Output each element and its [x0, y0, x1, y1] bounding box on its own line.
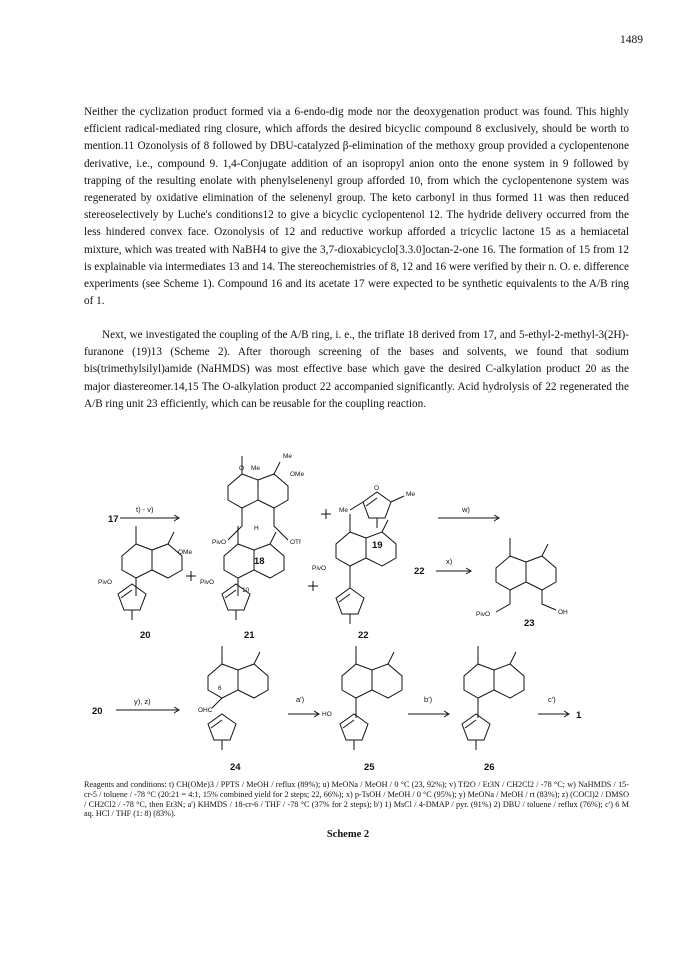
scheme-title: Scheme 2: [326, 829, 370, 840]
arrow-y-z: [116, 707, 179, 713]
atom-label: OMe: [290, 471, 305, 478]
arrow-x: [436, 568, 471, 574]
atom-label: OMe: [178, 549, 193, 556]
atom-label: Me: [339, 507, 349, 514]
compound-label-18: 18: [254, 556, 265, 567]
compound-26-structure: [462, 646, 524, 750]
atom-label: O: [239, 465, 245, 472]
reagents-and-conditions: Reagents and conditions: t) CH(OMe)3 / PPTS / MeOH / reflux (89%); u) MeONa / MeOH / 0 °C (23, 92%); v) Tf2O / Et3N / CH2Cl2 / -78 °C; w) NaHMDS / 15-cr-5 / toluene / -78 °C (20:21 = 4:1, 15% combined yield for 2 steps; 22, 66%); x) p-TsOH / MeOH / 0 °C (95%); y) MeONa / MeOH / rt (83%); z) (COCl)2 / DMSO / CH2Cl2 / -78 °C, then Et3N; a') KHMDS / 18-cr-6 / THF / -78 °C (37% for 2 steps); b') 1) MsCl / 4-DMAP / pyr. (91%) 2) DBU / toluene / reflux (76%); c') 6 M aq. HCl / THF (1: 8) (83%).: [84, 780, 629, 819]
atom-label: HO: [322, 711, 332, 718]
step-label-b-prime: b'): [424, 695, 433, 704]
atom-label: OHC: [198, 707, 213, 714]
paragraph-2-text: Next, we investigated the coupling of the A/B ring, i. e., the triflate 18 derived from 17, and 5-ethyl-2-methyl-3(2H)-furanone (19)13 (Scheme 2). After thorough screening of the bases and solvents, we found that sodium bis(trimethylsilyl)amide (NaHMDS) was most effective base which gave the desired C-alkylation product 20 as the major diastereomer.14,15 The O-alkylation product 22 accompanied significantly. Acid hydrolysis of 22 regenerated the A/B ring unit 23 efficiently, which can be reusable for the coupling reaction.: [84, 329, 629, 410]
compound-label-22: 22: [358, 630, 369, 641]
plus-sign: [186, 571, 196, 581]
step-label-x: x): [446, 557, 453, 566]
arrow-c-prime: [538, 711, 569, 717]
step-label-w: w): [462, 505, 470, 514]
arrow-a-prime: [288, 711, 319, 717]
compound-19-structure: [350, 492, 404, 528]
compound-label-20: 20: [140, 630, 151, 641]
atom-label: PivO: [98, 579, 113, 586]
arrow-t-v: [120, 515, 179, 521]
step-label-y-z: y), z): [134, 697, 151, 706]
arrow-b-prime: [408, 711, 449, 717]
compound-21-structure: [222, 526, 284, 620]
atom-label: 6: [218, 685, 222, 692]
paragraph-1-text: Neither the cyclization product formed via a 6-endo-dig mode nor the deoxygenation product was found. This highly efficient radical-mediated ring closure, which affords the desired bicyclic compound 8 exclusively, should be worth to mention.11 Ozonolysis of 8 followed by DBU-catalyzed β-elimination of the methoxy group provided a cyclopentenone derivative, i.e., compound 9. 1,4-Conjugate addition of an isopropyl anion onto the enone system in 9 followed by trapping of the resulting enolate with phenylselenenyl group afforded 10, from which the cyclopentenone system was regenerated by oxidative elimination of the selenenyl group. The keto carbonyl in thus formed 11 was then reduced stereoselectively by Luche's conditions12 to give a bicyclic cyclopentenol 12. The hydride delivery occurred from the less hindered convex face. Ozonolysis of 12 and reductive workup afforded a tricyclic lactone 15 as a hemiacetal mixture, which was treated with NaBH4 to give the 3,7-dioxabicyclo[3.3.0]octan-2-one 16. The formation of 15 from 12 is explainable via intermediates 13 and 14. The stereochemistries of 8, 12 and 16 were verified by their n. O. e. difference experiments (see Scheme 1). Compound 16 and its acetate 17 were expected to be synthetic equivalents to the A/B ring of 1.: [84, 106, 629, 308]
atom-label: H: [254, 525, 259, 532]
compound-22-structure: [336, 514, 396, 624]
compound-label-25: 25: [364, 762, 375, 773]
step-label-c-prime: c'): [548, 695, 556, 704]
compound-label-17: 17: [108, 514, 119, 525]
compound-24-structure: [208, 646, 268, 750]
step-label-a-prime: a'): [296, 695, 305, 704]
atom-label: OTf: [290, 539, 301, 546]
compound-label-19: 19: [372, 540, 383, 551]
compound-label-21: 21: [244, 630, 255, 641]
atom-label: Me: [283, 453, 293, 460]
page-number: 1489: [620, 34, 643, 46]
atom-label: PivO: [200, 579, 215, 586]
compound-label-24: 24: [230, 762, 241, 773]
compound-20-structure: [118, 526, 182, 620]
plus-sign: [308, 581, 318, 591]
compound-label-26: 26: [484, 762, 495, 773]
atom-label: 10: [242, 587, 250, 594]
compound-25-structure: [340, 646, 402, 750]
plus-sign: [321, 509, 331, 519]
step-label-t-v: t) - v): [136, 505, 154, 514]
atom-label: PivO: [312, 565, 327, 572]
scheme-2-figure: [78, 436, 618, 778]
atom-label: OH: [558, 609, 568, 616]
atom-label: Me: [251, 465, 261, 472]
atom-label: PivO: [212, 539, 227, 546]
atom-label: Me: [406, 491, 416, 498]
paragraph-2: [84, 327, 629, 413]
atom-label: O: [374, 485, 380, 492]
arrow-w: [438, 515, 499, 521]
compound-label-22-ref: 22: [414, 566, 425, 577]
compound-label-20-ref: 20: [92, 706, 103, 717]
compound-23-structure: [496, 538, 556, 612]
compound-label-23: 23: [524, 618, 535, 629]
atom-label: PivO: [476, 611, 491, 618]
paragraph-1: [84, 104, 629, 310]
compound-label-1: 1: [576, 710, 582, 721]
